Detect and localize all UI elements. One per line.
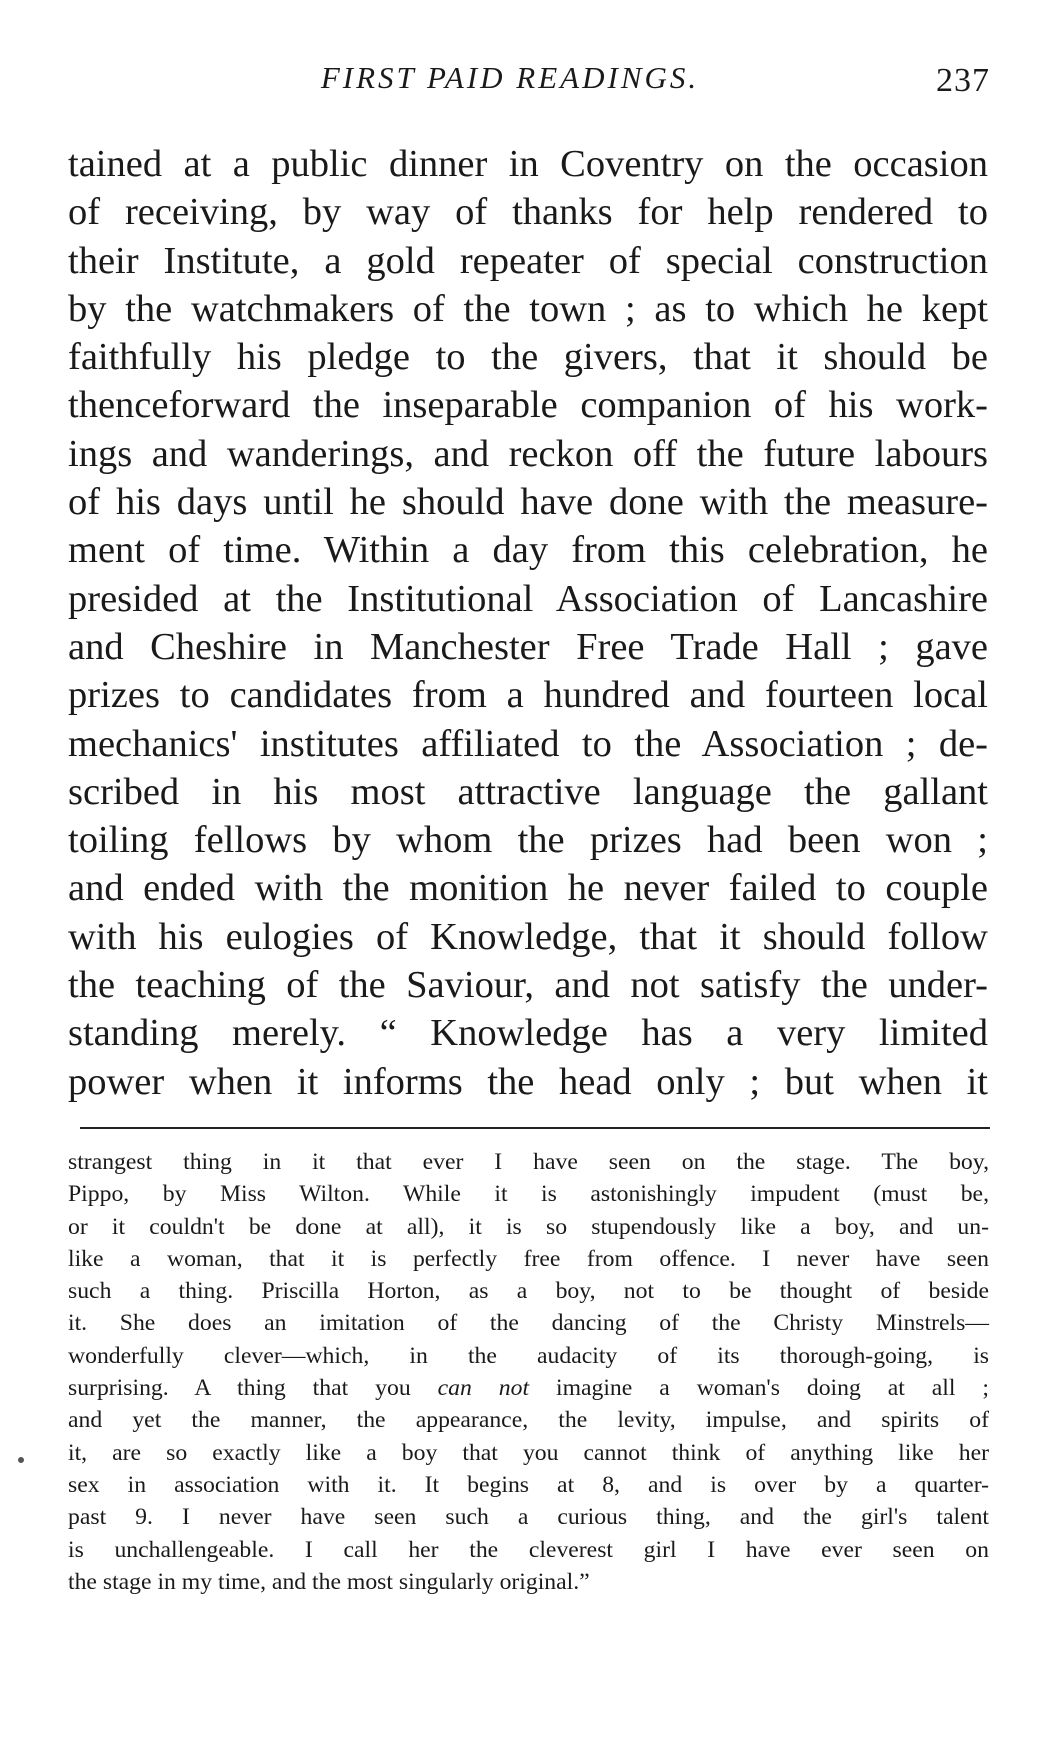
footnote-line: sex in association with it. It begins at 8, and is over by a quarter- xyxy=(68,1471,989,1498)
body-line: mechanics' institutes affiliated to the Association ; de- xyxy=(68,722,988,765)
body-line: power when it informs the head only ; but when it xyxy=(68,1060,988,1103)
print-speck xyxy=(18,1457,24,1463)
body-line: their Institute, a gold repeater of special construction xyxy=(68,239,988,282)
footnote-line-emphasis xyxy=(68,1372,989,1404)
footnote-line: it, are so exactly like a boy that you cannot think of anything like her xyxy=(68,1439,989,1466)
footnote-text: surprising. A thing that you xyxy=(68,1375,438,1402)
footnote-emphasis: can not xyxy=(437,1375,530,1402)
body-line: tained at a public dinner in Coventry on the occasion xyxy=(68,143,988,185)
footnote-line: Pippo, by Miss Wilton. While it is astonishingly impudent (must be, xyxy=(68,1181,989,1208)
body-line: with his eulogies of Knowledge, that it should follow xyxy=(68,915,988,958)
page-number: 237 xyxy=(936,62,990,99)
body-line: standing merely. “ Knowledge has a very limited xyxy=(68,1012,988,1055)
body-line: thenceforward the inseparable companion of his work- xyxy=(68,384,988,427)
body-line: faithfully his pledge to the givers, that it should be xyxy=(68,336,988,379)
footnote-line: it. She does an imitation of the dancing of the Christy Minstrels— xyxy=(68,1310,989,1337)
body-line: and Cheshire in Manchester Free Trade Hall ; gave xyxy=(68,625,988,668)
body-line: prizes to candidates from a hundred and fourteen local xyxy=(68,674,988,717)
body-line: ment of time. Within a day from this celebration, he xyxy=(68,529,988,572)
body-line: ings and wanderings, and reckon off the future labours xyxy=(68,432,988,475)
footnote-line: like a woman, that it is perfectly free from offence. I never have seen xyxy=(68,1245,989,1272)
body-line: of receiving, by way of thanks for help rendered to xyxy=(68,191,988,234)
footnote-line: such a thing. Priscilla Horton, as a boy, not to be thought of beside xyxy=(68,1278,989,1305)
running-title: FIRST PAID READINGS. xyxy=(320,60,700,95)
footnote-line: past 9. I never have seen such a curious thing, and the girl's talent xyxy=(68,1504,989,1531)
body-line: of his days until he should have done with the measure- xyxy=(68,481,988,524)
footnote-line: strangest thing in it that ever I have seen on the stage. The boy, xyxy=(68,1149,989,1175)
footnote-line: or it couldn't be done at all), it is so stupendously like a boy, and un- xyxy=(68,1213,989,1240)
body-line: and ended with the monition he never failed to couple xyxy=(68,867,988,910)
body-line: toiling fellows by whom the prizes had been won ; xyxy=(68,819,988,862)
footnote-line: is unchallengeable. I call her the cleverest girl I have ever seen on xyxy=(68,1536,989,1563)
footnote xyxy=(68,1146,989,1598)
footnote-line: wonderfully clever—which, in the audacity of its thorough-going, is xyxy=(68,1342,989,1369)
footnote-text: imagine a woman's doing at all ; xyxy=(529,1375,989,1402)
footnote-line: and yet the manner, the appearance, the levity, impulse, and spirits of xyxy=(68,1407,989,1434)
body-line: presided at the Institutional Association of Lancashire xyxy=(68,577,988,620)
body-text xyxy=(68,140,988,1106)
footnote-divider xyxy=(80,1127,990,1129)
body-line: by the watchmakers of the town ; as to which he kept xyxy=(68,287,988,330)
footnote-line: the stage in my time, and the most singularly original.” xyxy=(68,1568,590,1595)
body-line: scribed in his most attractive language the gallant xyxy=(68,770,988,813)
body-line: the teaching of the Saviour, and not satisfy the under- xyxy=(68,964,988,1007)
running-head xyxy=(0,60,1050,110)
